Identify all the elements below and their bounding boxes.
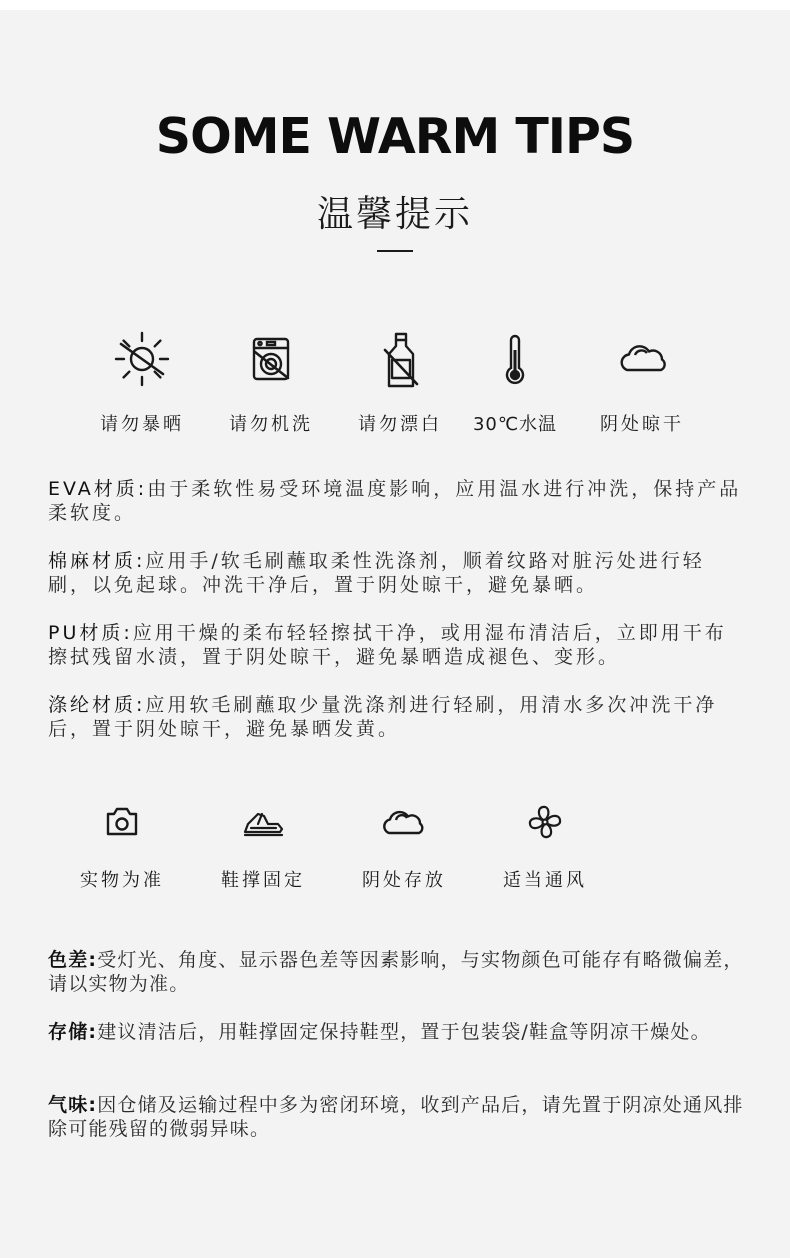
cloud-icon — [379, 802, 429, 842]
note-lead: 气味: — [48, 1094, 98, 1116]
no-bleach-icon — [369, 328, 431, 394]
care-item-no-bleach — [348, 328, 452, 436]
care-label: 30℃水温 — [472, 414, 558, 435]
care-icons-row — [0, 328, 790, 438]
title-divider — [377, 250, 413, 252]
care-label: 请勿漂白 — [358, 414, 442, 435]
storage-label: 适当通风 — [503, 870, 587, 891]
title-zh: 温馨提示 — [316, 194, 473, 235]
note-color-difference — [48, 948, 748, 996]
material-lead: EVA材质: — [48, 478, 148, 500]
material-text: 由于柔软性易受环境温度影响，应用温水进行冲洗，保持产品柔软度。 — [48, 478, 742, 524]
storage-label: 阴处存放 — [362, 870, 446, 891]
material-lead: 涤纶材质: — [48, 694, 146, 716]
cloud-icon — [611, 328, 673, 390]
material-lead: PU材质: — [48, 622, 133, 644]
note-text: 建议清洁后，用鞋撑固定保持鞋型，置于包装袋/鞋盒等阴凉干燥处。 — [97, 1021, 711, 1043]
note-lead: 色差: — [48, 949, 98, 971]
fan-icon — [520, 802, 570, 842]
storage-label: 鞋撑固定 — [221, 870, 305, 891]
storage-item-shoe-tree — [211, 802, 315, 892]
storage-icons-row — [0, 802, 790, 902]
no-sun-icon — [111, 328, 173, 390]
title-en: SOME WARM TIPS — [155, 108, 635, 165]
shoe-tree-icon — [238, 802, 288, 842]
care-label: 请勿暴晒 — [100, 414, 184, 435]
material-pu — [48, 621, 748, 669]
care-item-water-temp — [465, 328, 565, 436]
care-item-no-sun — [90, 328, 194, 436]
material-text: 应用干燥的柔布轻轻擦拭干净，或用湿布清洁后，立即用干布擦拭残留水渍，置于阴处晾干，避免暴晒造成褪色、变形。 — [48, 622, 727, 668]
thermometer-icon — [484, 328, 546, 390]
note-lead: 存储: — [48, 1021, 98, 1043]
note-text: 受灯光、角度、显示器色差等因素影响，与实物颜色可能存有略微偏差，请以实物为准。 — [48, 949, 744, 995]
storage-item-shade-storage — [352, 802, 456, 892]
storage-item-actual-product — [70, 802, 174, 892]
material-polyester — [48, 693, 748, 741]
material-cotton-linen — [48, 549, 748, 597]
material-text: 应用手/软毛刷蘸取柔性洗涤剂，顺着纹路对脏污处进行轻刷，以免起球。冲洗干净后，置于阴处晾干，避免暴晒。 — [48, 550, 705, 596]
storage-item-ventilation — [493, 802, 597, 892]
material-text: 应用软毛刷蘸取少量洗涤剂进行轻刷，用清水多次冲洗干净后，置于阴处晾干，避免暴晒发黄。 — [48, 694, 718, 740]
material-eva — [48, 477, 748, 525]
care-label: 阴处晾干 — [600, 414, 684, 435]
note-odor — [48, 1093, 748, 1141]
material-lead: 棉麻材质: — [48, 550, 146, 572]
camera-icon — [97, 802, 147, 842]
note-storage — [48, 1020, 748, 1044]
care-item-shade-dry — [590, 328, 694, 436]
no-machine-wash-icon — [240, 328, 302, 390]
note-text: 因仓储及运输过程中多为密闭环境，收到产品后，请先置于阴凉处通风排除可能残留的微弱异味。 — [48, 1094, 744, 1140]
storage-label: 实物为准 — [80, 870, 164, 891]
care-item-no-machine-wash — [219, 328, 323, 436]
care-label: 请勿机洗 — [229, 414, 313, 435]
